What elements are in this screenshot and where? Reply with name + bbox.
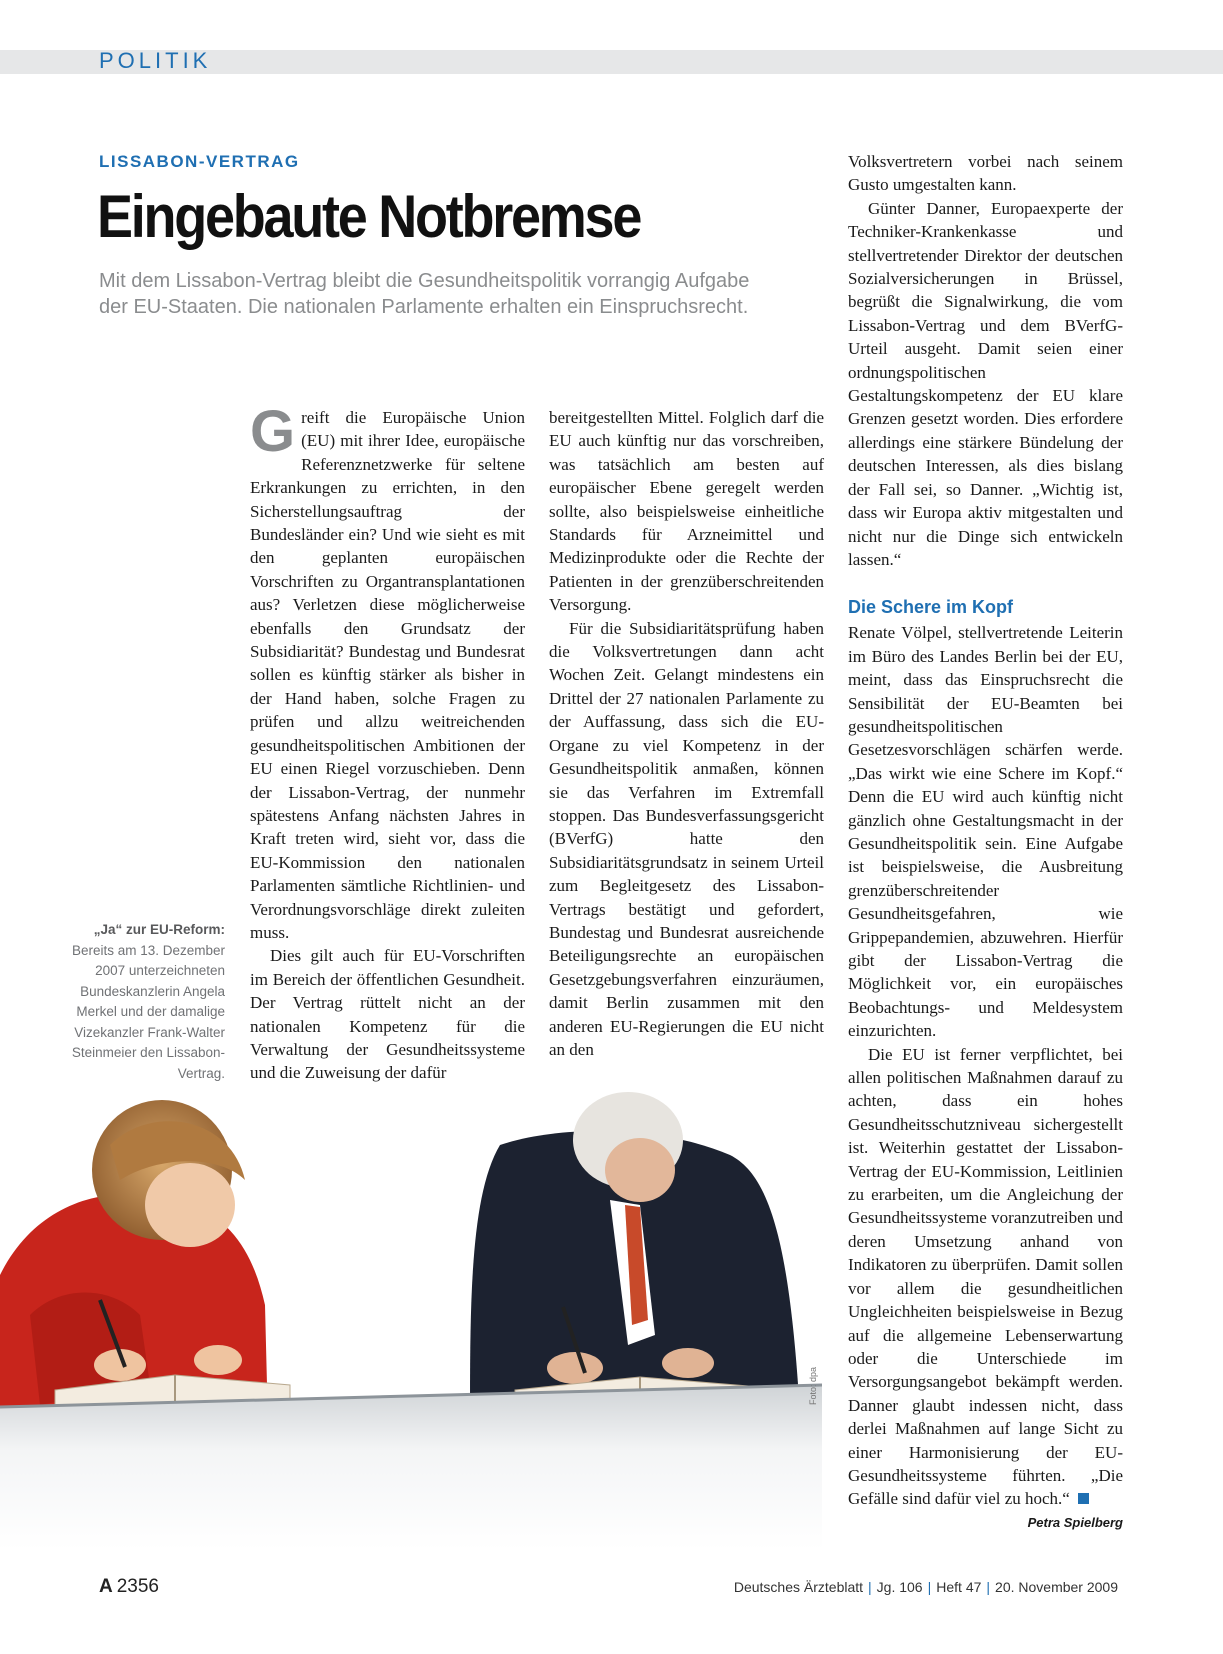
- paragraph: Günter Danner, Europaexperte der Techniker-Krankenkasse und stellvertretender Direktor der deutschen Sozialversicherungen in Brüssel, begrüßt die Signalwirkung, die vom Lissabon-Vertrag und dem BVerfG-Urteil ausgeht. Damit seien einer ordnungspolitischen Gestaltungskompetenz der EU klare Grenzen gesetzt worden. Dies erfordere allerdings eine stärkere Bündelung der deutschen Interessen, als dies bislang der Fall sei, so Danner. „Wichtig ist, dass wir Europa aktiv mitgestalten und nicht nur die Dinge sich entwickeln lassen.“: [848, 198, 1123, 569]
- paragraph: [848, 1043, 1123, 1511]
- article-lead: Mit dem Lissabon-Vertrag bleibt die Gesundheitspolitik vorrangig Aufgabe der EU-Staaten. Die nationalen Parlamente erhalten ein Einspruchsrecht.: [99, 270, 750, 318]
- subheading: Die Schere im Kopf: [848, 597, 1014, 618]
- section-label: POLITIK: [99, 48, 212, 73]
- separator: |: [868, 1579, 872, 1595]
- text-column-2: [549, 406, 824, 1061]
- article-headline: Eingebaute Notbremse: [97, 183, 641, 250]
- end-mark-icon: [1078, 1493, 1089, 1504]
- paragraph-text: reift die Europäische Union (EU) mit ihrer Idee, europäische Referenznetzwerke für seltene Erkrankungen zu errichten, in den Sicherstellungsauftrag der Bundesländer ein? Und wie sieht es mit den geplanten europäischen Vorschriften zu Organtransplantationen aus? Verletzen diese möglicherweise ebenfalls den Grundsatz der Subsidiarität? Bundestag und Bundesrat sollen es künftig stärker als bisher in der Hand haben, solche Fragen zu prüfen und allzu weitreichenden gesundheitspolitischen Ambitionen der EU einen Riegel vorzuschieben. Denn der Lissabon-Vertrag, der nunmehr spätestens Anfang nächsten Jahres in Kraft treten wird, sieht vor, dass die EU-Kommission den nationalen Parlamenten sämtliche Richtlinien- und Verordnungsvorschläge direkt zuleiten muss.: [250, 408, 525, 942]
- text-column-1: [250, 399, 525, 1085]
- paragraph: bereitgestellten Mittel. Folglich darf die EU auch künftig nur das vorschreiben, was tatsächlich am besten auf europäischer Ebene geregelt werden sollte, also beispielsweise einheitliche Standards für Arzneimittel und Medizinprodukte oder die Rechte der Patienten in der grenzüberschreitenden Versorgung.: [549, 408, 824, 615]
- page-number: [99, 1576, 159, 1598]
- separator: |: [986, 1579, 991, 1595]
- author-byline: Petra Spielberg: [1027, 1514, 1123, 1530]
- text-column-3: [848, 150, 1123, 1533]
- paragraph: Volksvertretern vorbei nach seinem Gusto umgestalten kann.: [848, 152, 1123, 195]
- page-number-value: 2356: [116, 1576, 160, 1597]
- separator: |: [927, 1579, 932, 1595]
- paragraph: [250, 399, 525, 944]
- drop-cap: G: [250, 399, 296, 464]
- photo-credit: Foto: dpa: [808, 1366, 818, 1405]
- paragraph: Renate Völpel, stellvertretende Leiterin im Büro des Landes Berlin bei der EU, meint, dass das Einspruchsrecht die Sensibilität der EU-Beamten bei gesundheitspolitischen Gesetzesvorschlägen schärfen werde. „Das wirkt wie eine Schere im Kopf.“ Denn die EU wird auch künftig nicht gänzlich ohne Gestaltungsmacht in der Gesundheitspolitik sein. Eine Aufgabe ist beispielsweise, die Ausbreitung grenzüberschreitender Gesundheitsgefahren, wie Grippepandemien, abzuwehren. Hierfür gibt der Lissabon-Vertrag die Möglichkeit vor, ein europäisches Beobachtungs- und Meldesystem einzurichten.: [848, 623, 1123, 1041]
- journal-name: Deutsches Ärzteblatt: [733, 1579, 864, 1595]
- paragraph-text: Die EU ist ferner verpflichtet, bei allen politischen Maßnahmen darauf zu achten, dass ein hohes Gesundheitsschutzniveau sichergestellt ist. Weiterhin gestattet der Lissabon-Vertrag der EU-Kommission, Leitlinien zu erarbeiten, um die Angleichung der Gesundheitssysteme voranzutreiben und deren Umsetzung anhand von Indikatoren zu überprüfen. Damit sollen vor allem die gesundheitlichen Ungleichheiten beispielsweise in Bezug auf die allgemeine Lebenserwartung oder die Unterschiede im Versorgungsangebot bekämpft werden. Danner glaubt indessen nicht, dass derlei Maßnahmen auf lange Sicht zu einer Harmonisierung der EU-Gesundheitssysteme führten. „Die Gefälle sind dafür viel zu hoch.“: [848, 1044, 1123, 1509]
- signing-photo: [0, 1085, 822, 1550]
- journal-issue: Heft 47: [936, 1579, 982, 1595]
- journal-date: 20. November 2009: [995, 1579, 1118, 1595]
- page-prefix: A: [99, 1576, 113, 1597]
- journal-volume: Jg. 106: [876, 1579, 923, 1595]
- caption-title: „Ja“ zur EU-Reform:: [93, 922, 225, 937]
- paragraph: Für die Subsidiaritätsprüfung haben die Volksvertretungen dann acht Wochen Zeit. Gelangt mindestens ein Drittel der 27 nationalen Parlamente zu der Auffassung, dass sich die EU-Organe zu viel Kompetenz in der Gesundheitspolitik anmaßen, können sie das Verfahren im Extremfall stoppen. Das Bundesverfassungsgericht (BVerfG) hatte den Subsidiaritätsgrundsatz in seinem Urteil zum Begleitgesetz des Lissabon-Vertrags bestätigt und gefordert, Bundestag und Bundesrat ausreichende Beteiligungsrechte an europäischen Gesetzgebungsverfahren einzuräumen, damit Berlin zusammen mit den anderen EU-Regierungen die EU nicht an den: [549, 618, 824, 1059]
- article-kicker: LISSABON-VERTRAG: [99, 152, 300, 171]
- caption-text: Bereits am 13. Dezember 2007 unterzeichneten Bundeskanzlerin Angela Merkel und der damalige Vizekanzler Frank-Walter Steinmeier den Lissabon-Vertrag.: [71, 942, 225, 1081]
- photo-caption: [60, 920, 225, 1084]
- signing-photo-illustration: [0, 1085, 822, 1550]
- paragraph: Dies gilt auch für EU-Vorschriften im Bereich der öffentlichen Gesundheit. Der Vertrag rüttelt nicht an der nationalen Kompetenz für die Verwaltung der Gesundheitssysteme und die Zuweisung der dafür: [250, 946, 525, 1083]
- journal-info: [734, 1579, 1118, 1595]
